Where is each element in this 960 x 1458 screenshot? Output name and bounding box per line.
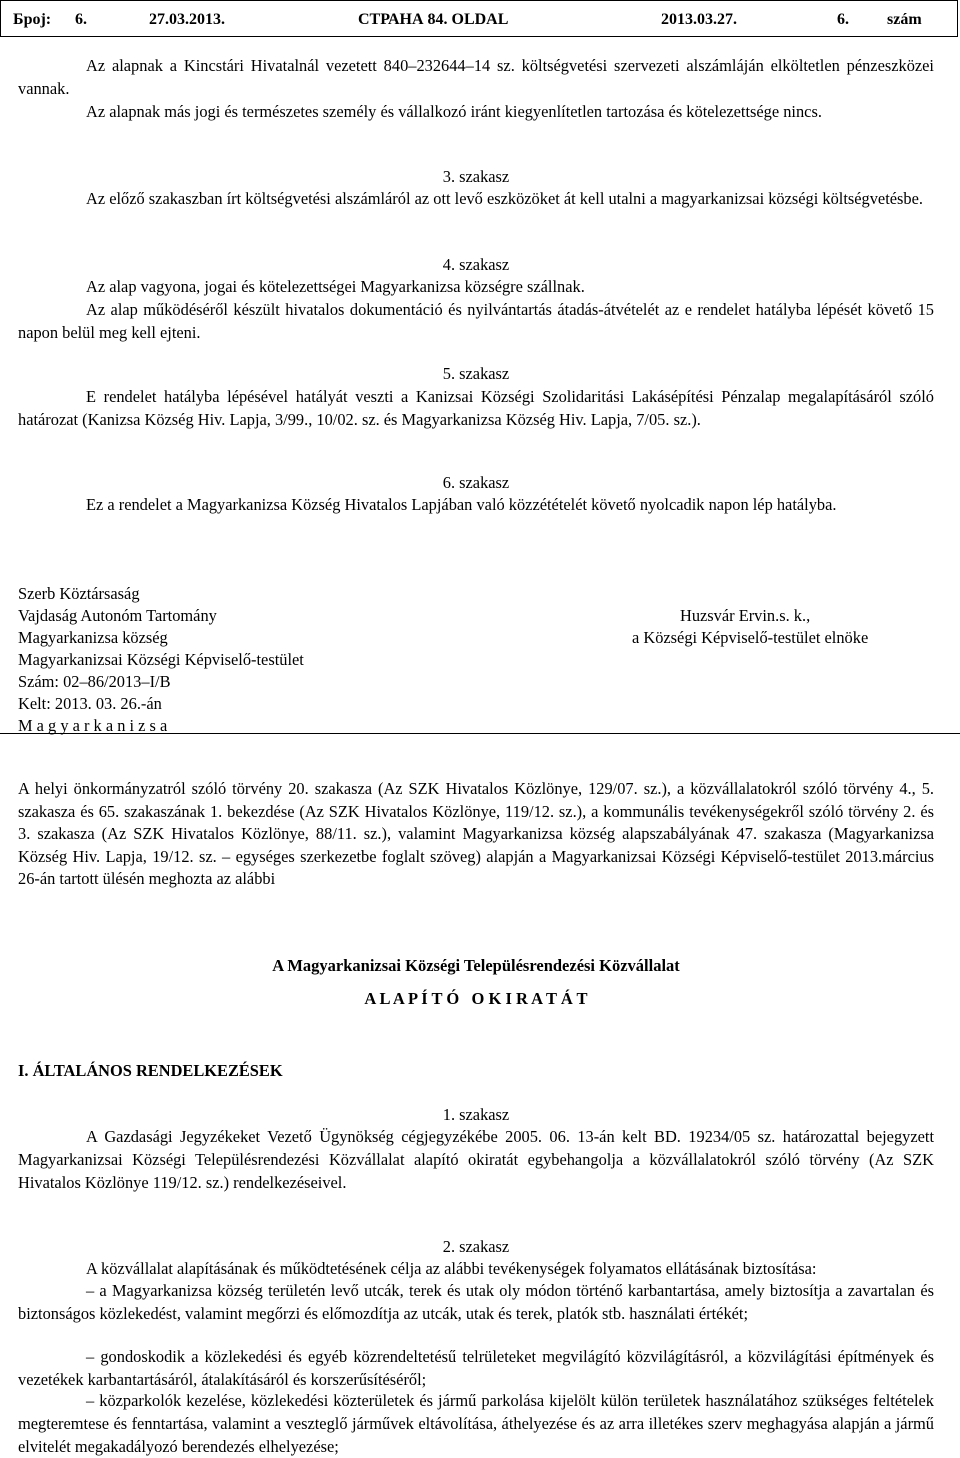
signature-line: Vajdaság Autonóm Tartomány (18, 606, 217, 625)
paragraph: A Gazdasági Jegyzékeket Vezető Ügynökség cégjegyzékébe 2005. 06. 13-án kelt BD. 19234/05 sz. határozattal bejegyzett Magyarkanizsai Községi Településrendezési Közvállalat alapító okiratát egybehangolja a közvállalatokról szóló törvény (Az SZK Hivatalos Közlönye 119/12. sz.) rendelkezéseivel. (18, 1127, 934, 1192)
page-header (0, 0, 958, 37)
issue-label: Број: (13, 11, 52, 28)
section-title: 4. szakasz (442, 255, 510, 274)
document-title: A Magyarkanizsai Községi Településrendezési Közvállalat (272, 956, 680, 975)
paragraph: Az előző szakaszban írt költségvetési alszámláról az ott levő eszközöket át kell utalni a magyarkanizsai községi költségvetésbe. (86, 189, 923, 208)
page-number: СТРАНА 84. OLDAL (358, 11, 509, 28)
paragraph: Az alapnak a Kincstári Hivatalnál vezetett 840–232644–14 sz. költségvetési szervezeti alszámláján elköltetlen pénzeszközei vannak. (18, 56, 934, 98)
issue-label-right: szám (887, 11, 922, 28)
signature-line: Kelt: 2013. 03. 26.-án (18, 694, 162, 713)
section-title: 2. szakasz (442, 1237, 510, 1256)
date-right: 2013.03.27. (661, 11, 737, 28)
list-item: – a Magyarkanizsa község területén levő utcák, terek és utak oly módon történő karbantartása, amely biztosítja a zavartalan és biztonságos közlekedést, valamint megőrzi és előmozdítja az utcák, utak és terek, platók stb. használati értékét; (18, 1281, 934, 1323)
section-title: 6. szakasz (442, 473, 510, 492)
section-title: 1. szakasz (442, 1105, 510, 1124)
signature-line: Magyarkanizsa község (18, 628, 168, 647)
paragraph: Az alap vagyona, jogai és kötelezettségei Magyarkanizsa községre szállnak. (86, 277, 585, 296)
section-title: 3. szakasz (442, 167, 510, 186)
signature-line: M a g y a r k a n i z s a (18, 716, 168, 735)
signer-role: a Községi Képviselő-testület elnöke (632, 628, 869, 647)
signature-line: Magyarkanizsai Községi Képviselő-testület (18, 650, 304, 669)
signer-name: Huzsvár Ervin.s. k., (680, 606, 811, 625)
signature-line: Szerb Köztársaság (18, 584, 140, 603)
paragraph: E rendelet hatályba lépésével hatályát veszti a Kanizsai Községi Szolidaritási Lakásépítési Pénzalap megalapításáról szóló határozat (Kanizsa Község Hiv. Lapja, 3/99., 10/02. sz. és Magyarkanizsa Község Hiv. Lapja, 7/05. sz.). (18, 387, 934, 429)
paragraph: A közvállalat alapításának és működtetésének célja az alábbi tevékenységek folyamatos ellátásának biztosítása: (86, 1259, 817, 1278)
paragraph: Az alapnak más jogi és természetes személy és vállalkozó iránt kiegyenlítetlen tartozása és kötelezettsége nincs. (86, 102, 822, 121)
paragraph: Az alap működéséről készült hivatalos dokumentáció és nyilvántartás átadás-átvételét az e rendelet hatályba lépését követő 15 napon belül meg kell ejteni. (18, 300, 934, 342)
section-title: 5. szakasz (442, 364, 510, 383)
list-item: – közparkolók kezelése, közlekedési közterületek és jármű parkolása kijelölt külön területek használatához szükséges feltételek megteremtese és fenntartása, valamint a veszteglő járművek eltávolítása, áthelyezése és az arra illetékes szerv meghagyása alapján a jármű elvitelét megakadályozó berendezés elhelyezése; (18, 1391, 934, 1456)
issue-number-right: 6. (837, 11, 849, 28)
list-item: – gondoskodik a közlekedési és egyéb közrendeltetésű telrületeket megvilágító közvilágításról, a közvilágítási építmények és vezetékek karbantartásáról, átalakításáról és korszerűsítéséről; (18, 1347, 934, 1389)
signature-line: Szám: 02–86/2013–I/B (18, 672, 171, 691)
document-subtitle: A L A P Í T Ó O K I R A T Á T (364, 989, 588, 1008)
paragraph: Ez a rendelet a Magyarkanizsa Község Hivatalos Lapjában való közzétételét követő nyolcadik napon lép hatályba. (86, 495, 837, 514)
preamble: A helyi önkormányzatról szóló törvény 20. szakasza (Az SZK Hivatalos Közlönye, 129/07. sz.), a közvállalatokról szóló törvény 4., 5. szakasza és 65. szakaszának 1. bekezdése (Az SZK Hivatalos Közlönye, 119/12. sz.), a kommunális tevékenységekről szóló törvény 2. és 3. szakasza (Az SZK Hivatalos Közlönye, 88/11. sz.), valamint Magyarkanizsa község alapszabályának 47. szakasza (Magyarkanizsa Község Hiv. Lapja, 19/12. sz. – egységes szerkezetbe foglalt szöveg) alapján a Magyarkanizsai Községi Képviselő-testület 2013.március 26-án tartott ülésén meghozta az alábbi (18, 779, 934, 889)
date-left: 27.03.2013. (149, 11, 225, 28)
divider (0, 733, 960, 734)
chapter-heading: I. ÁLTALÁNOS RENDELKEZÉSEK (18, 1061, 283, 1080)
issue-number: 6. (75, 11, 87, 28)
